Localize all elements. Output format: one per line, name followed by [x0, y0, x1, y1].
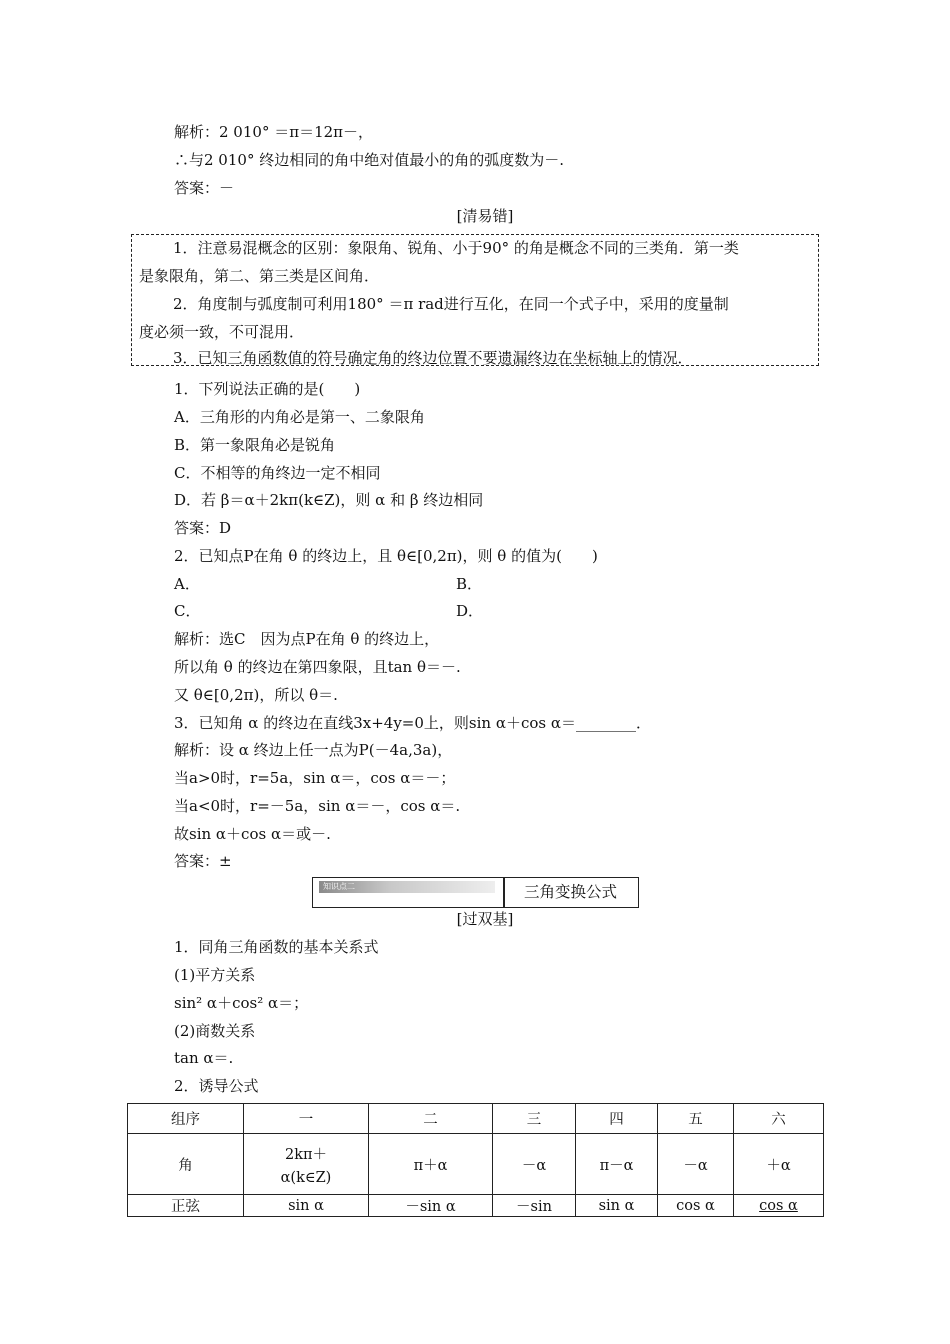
- basic-line-6: 2．诱导公式: [174, 1077, 259, 1095]
- table-row-angle: [128, 1134, 824, 1195]
- header-cell: 组序: [128, 1104, 244, 1134]
- solution-answer: 答案：－: [174, 179, 235, 197]
- q1-stem: 1．下列说法正确的是( ): [174, 380, 361, 398]
- row-label-angle: 角: [128, 1134, 244, 1195]
- sine-cell: －sin α: [369, 1195, 493, 1217]
- header-cell: 一: [244, 1104, 369, 1134]
- angle-cell-first: [244, 1134, 369, 1195]
- q3-solution-2: 当a>0时，r=5a，sin α＝，cos α＝－；: [174, 769, 456, 787]
- q2-solution-1: 解析：选C 因为点P在角 θ 的终边上，: [174, 630, 440, 648]
- induction-formula-table: [127, 1103, 824, 1217]
- sine-cell: －sin: [493, 1195, 576, 1217]
- note-3: 3．已知三角函数值的符号确定角的终边位置不要遗漏终边在坐标轴上的情况．: [173, 349, 693, 367]
- row-label-sine: 正弦: [128, 1195, 244, 1217]
- note-1-line-1: 1．注意易混概念的区别：象限角、锐角、小于90° 的角是概念不同的三类角．第一类: [173, 239, 739, 257]
- knowledge-point-tag: 知识点二: [319, 881, 495, 893]
- angle-first-line-1: 2kπ＋: [284, 1146, 328, 1163]
- q1-option-c: C．不相等的角终边一定不相同: [174, 464, 381, 482]
- basic-line-2: (1)平方关系: [174, 966, 256, 984]
- sine-cell: cos α: [734, 1195, 824, 1217]
- solution-line-1: 解析：2 010° ＝π＝12π－，: [174, 123, 374, 141]
- q3-stem: 3．已知角 α 的终边在直线3x+4y=0上，则sin α＋cos α＝________．: [174, 714, 651, 732]
- angle-cell: π＋α: [369, 1134, 493, 1195]
- solution-line-2: ∴与2 010° 终边相同的角中绝对值最小的角的弧度数为－.: [174, 151, 564, 169]
- basic-line-5: tan α＝.: [174, 1049, 234, 1067]
- q3-solution-4: 故sin α＋cos α＝或－.: [174, 825, 331, 843]
- section-title-qingyicuo: [清易错]: [456, 207, 514, 225]
- q1-option-a: A．三角形的内角必是第一、二象限角: [174, 408, 425, 426]
- basic-line-3: sin² α＋cos² α＝；: [174, 994, 309, 1012]
- q2-solution-3: 又 θ∈[0,2π)，所以 θ＝.: [174, 686, 338, 704]
- angle-cell: －α: [493, 1134, 576, 1195]
- q3-answer: 答案：±: [174, 852, 232, 870]
- q3-solution-1: 解析：设 α 终边上任一点为P(－4a,3a)，: [174, 741, 453, 759]
- knowledge-point-banner: [312, 877, 639, 908]
- table-header-row: [128, 1104, 824, 1134]
- q2-option-a: A．: [174, 575, 200, 593]
- sine-cell: cos α: [658, 1195, 734, 1217]
- q1-option-d: D．若 β＝α＋2kπ(k∈Z)，则 α 和 β 终边相同: [174, 491, 484, 509]
- angle-cell: ＋α: [734, 1134, 824, 1195]
- angle-cell: π－α: [576, 1134, 658, 1195]
- q2-option-d: D．: [456, 602, 484, 620]
- notes-box: [131, 234, 819, 366]
- q2-stem: 2．已知点P在角 θ 的终边上，且 θ∈[0,2π)，则 θ 的值为( ): [174, 547, 598, 565]
- note-2-line-1: 2．角度制与弧度制可利用180° ＝π rad进行互化，在同一个式子中，采用的度量制: [173, 295, 729, 313]
- header-cell: 四: [576, 1104, 658, 1134]
- note-2-line-2: 度必须一致，不可混用．: [139, 323, 305, 341]
- q2-option-b: B．: [456, 575, 483, 593]
- header-cell: 二: [369, 1104, 493, 1134]
- sine-cell: sin α: [576, 1195, 658, 1217]
- header-cell: 三: [493, 1104, 576, 1134]
- section-title-guoshuangji: [过双基]: [456, 910, 514, 928]
- table-row-sine: [128, 1195, 824, 1217]
- q2-option-c: C．: [174, 602, 201, 620]
- q1-answer: 答案：D: [174, 519, 232, 537]
- header-cell: 六: [734, 1104, 824, 1134]
- header-cell: 五: [658, 1104, 734, 1134]
- q3-solution-3: 当a<0时，r=－5a，sin α＝－，cos α＝.: [174, 797, 461, 815]
- sine-cell: sin α: [244, 1195, 369, 1217]
- knowledge-point-title: 三角变换公式: [523, 883, 617, 901]
- basic-line-4: (2)商数关系: [174, 1022, 256, 1040]
- angle-cell: －α: [658, 1134, 734, 1195]
- q1-option-b: B．第一象限角必是锐角: [174, 436, 336, 454]
- angle-first-line-2: α(k∈Z): [280, 1169, 332, 1186]
- q2-solution-2: 所以角 θ 的终边在第四象限，且tan θ＝－.: [174, 658, 461, 676]
- basic-line-1: 1．同角三角函数的基本关系式: [174, 938, 379, 956]
- note-1-line-2: 是象限角，第二、第三类是区间角．: [139, 267, 380, 285]
